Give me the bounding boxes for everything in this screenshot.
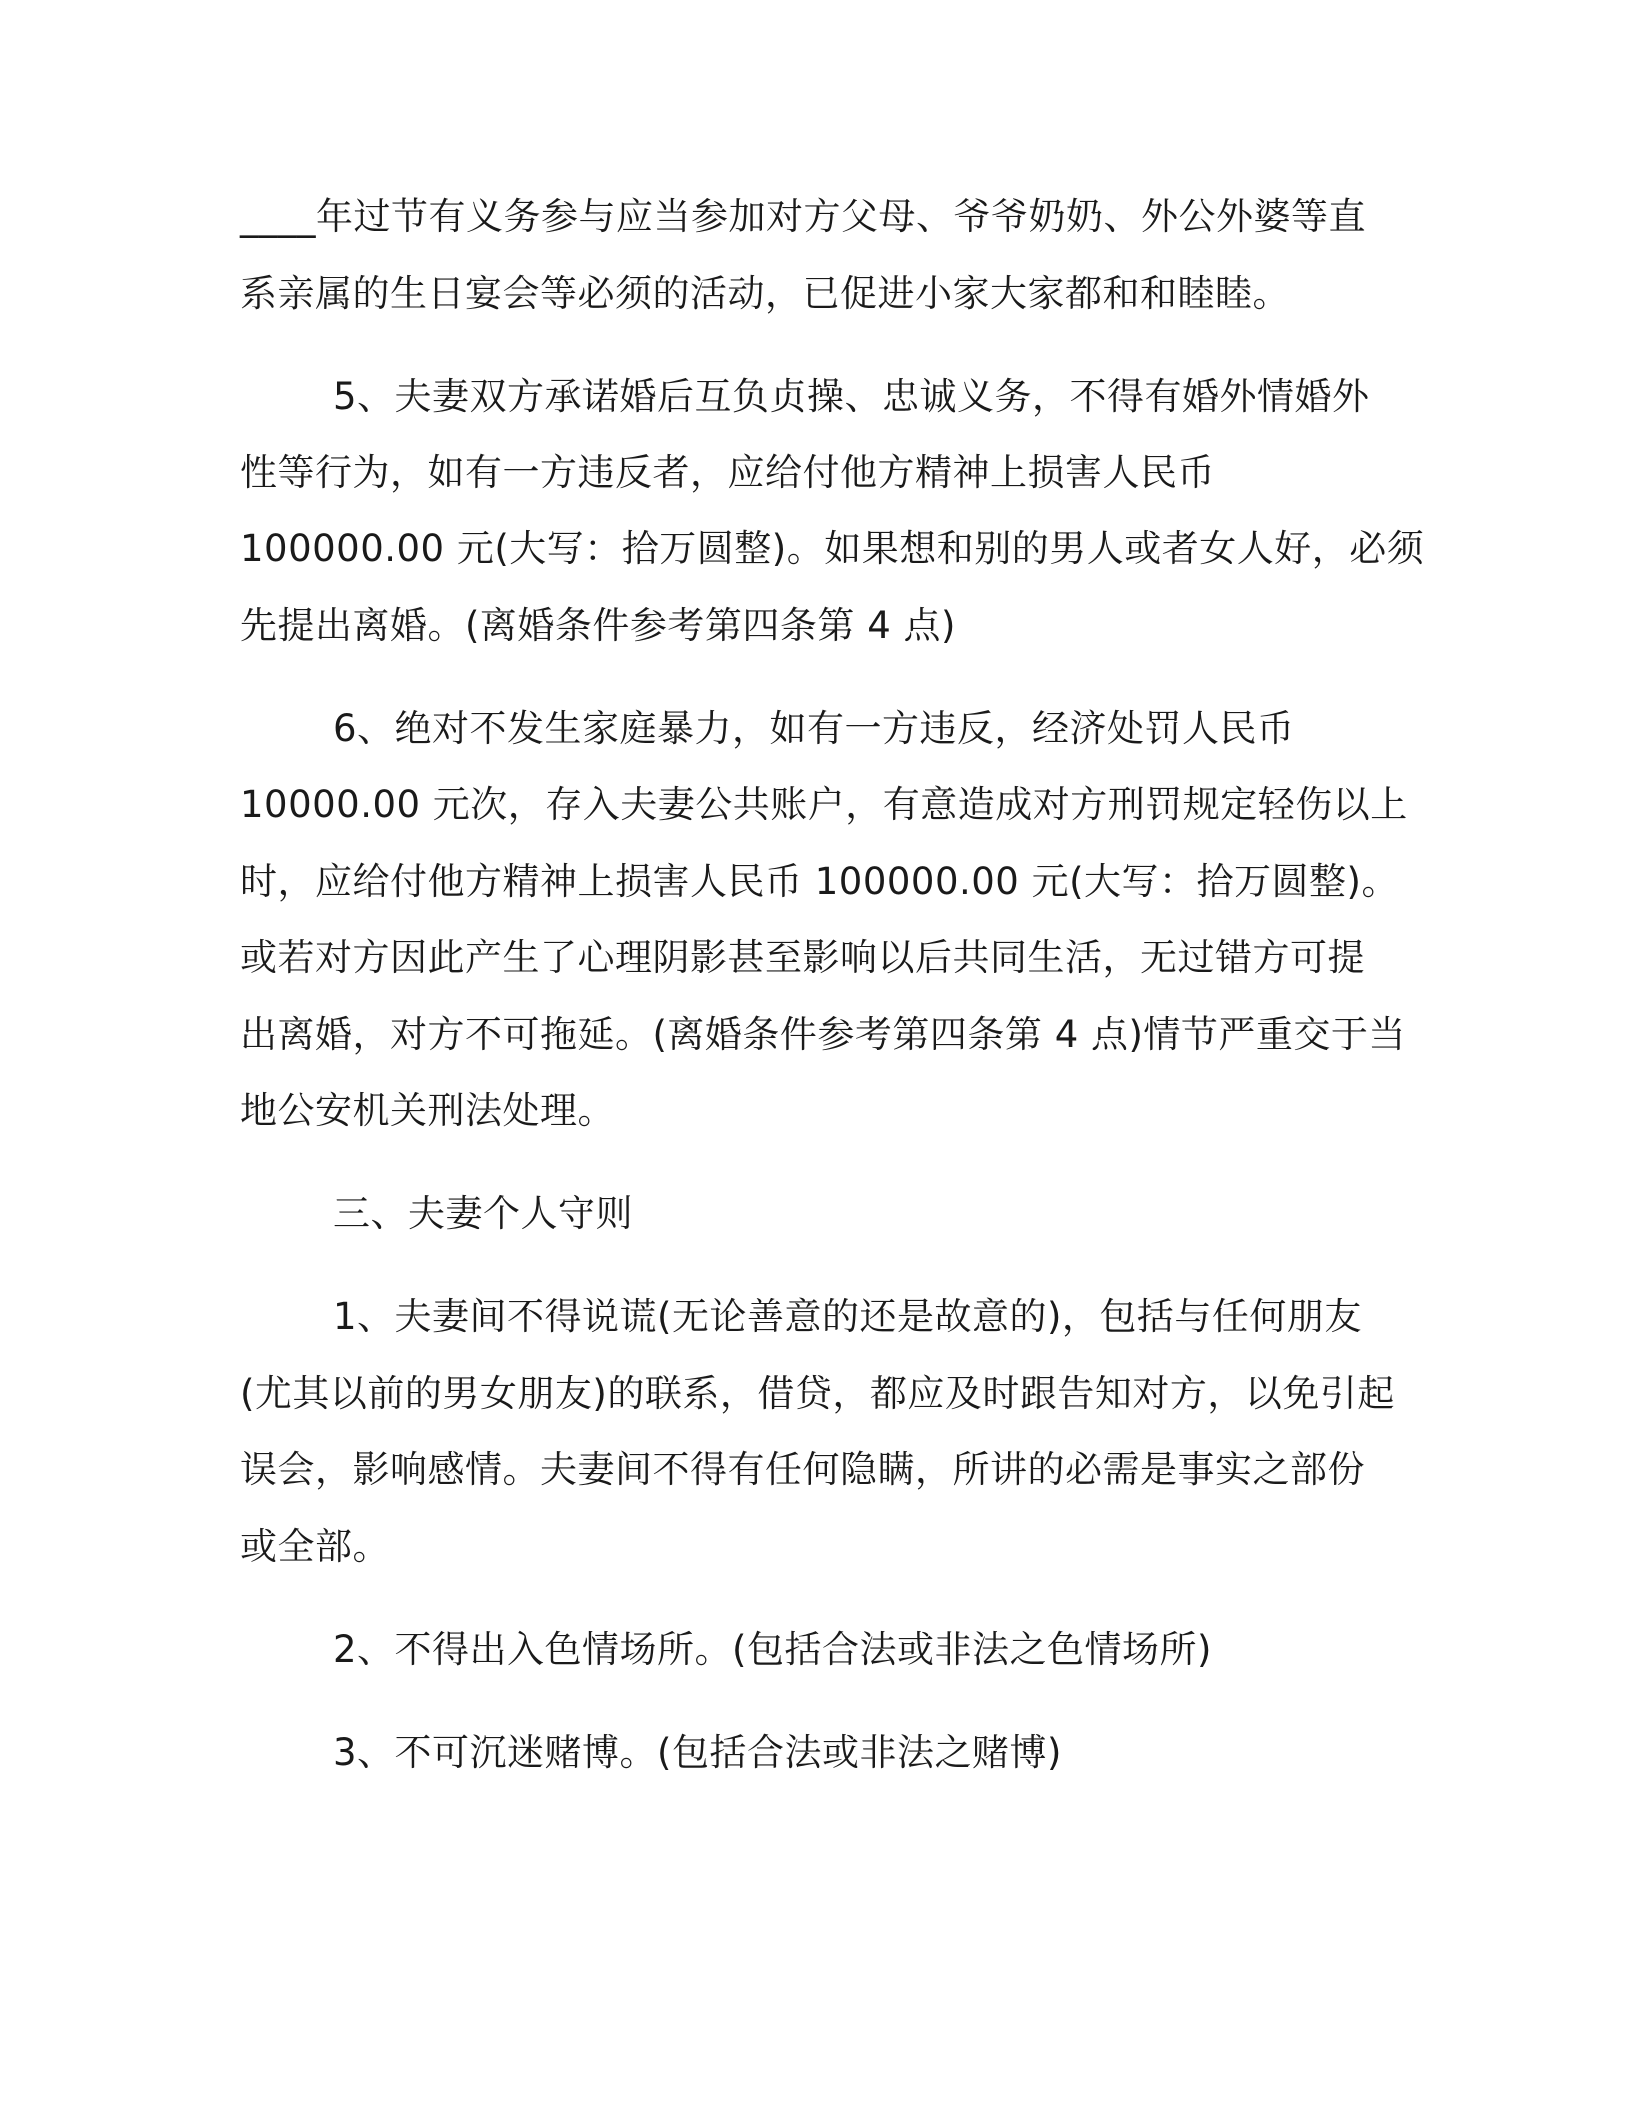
text-line: 10000.00 元次，存入夫妻公共账户，有意造成对方刑罚规定轻伤以上 [240,783,1408,826]
rule-3-line: 3、不可沉迷赌博。(包括合法或非法之赌博) [333,1731,1062,1774]
section-heading: 三、夫妻个人守则 [333,1192,633,1235]
text-line: 地公安机关刑法处理。 [240,1089,615,1132]
text-line: 系亲属的生日宴会等必须的活动，已促进小家大家都和和睦睦。 [240,272,1290,315]
text-line: (尤其以前的男女朋友)的联系，借贷，都应及时跟告知对方，以免引起 [240,1372,1395,1415]
text-line: 先提出离婚。(离婚条件参考第四条第 4 点) [240,604,956,647]
text-line: 或若对方因此产生了心理阴影甚至影响以后共同生活，无过错方可提 [240,936,1365,979]
paragraph-5-line: 5、夫妻双方承诺婚后互负贞操、忠诚义务，不得有婚外情婚外 [333,375,1370,418]
rule-2-line: 2、不得出入色情场所。(包括合法或非法之色情场所) [333,1628,1212,1671]
text-line: 100000.00 元(大写：拾万圆整)。如果想和别的男人或者女人好，必须 [240,527,1425,570]
paragraph-6-line: 6、绝对不发生家庭暴力，如有一方违反，经济处罚人民币 [333,707,1295,750]
text-line: 或全部。 [240,1525,390,1568]
rule-1-line: 1、夫妻间不得说谎(无论善意的还是故意的)，包括与任何朋友 [333,1295,1362,1338]
text-line: 时，应给付他方精神上损害人民币 100000.00 元(大写：拾万圆整)。 [240,860,1399,903]
text-line: ____年过节有义务参与应当参加对方父母、爷爷奶奶、外公外婆等直 [240,195,1366,238]
text-line: 性等行为，如有一方违反者，应给付他方精神上损害人民币 [240,451,1215,494]
text-line: 出离婚，对方不可拖延。(离婚条件参考第四条第 4 点)情节严重交于当 [240,1013,1406,1056]
text-line: 误会，影响感情。夫妻间不得有任何隐瞒，所讲的必需是事实之部份 [240,1448,1365,1491]
